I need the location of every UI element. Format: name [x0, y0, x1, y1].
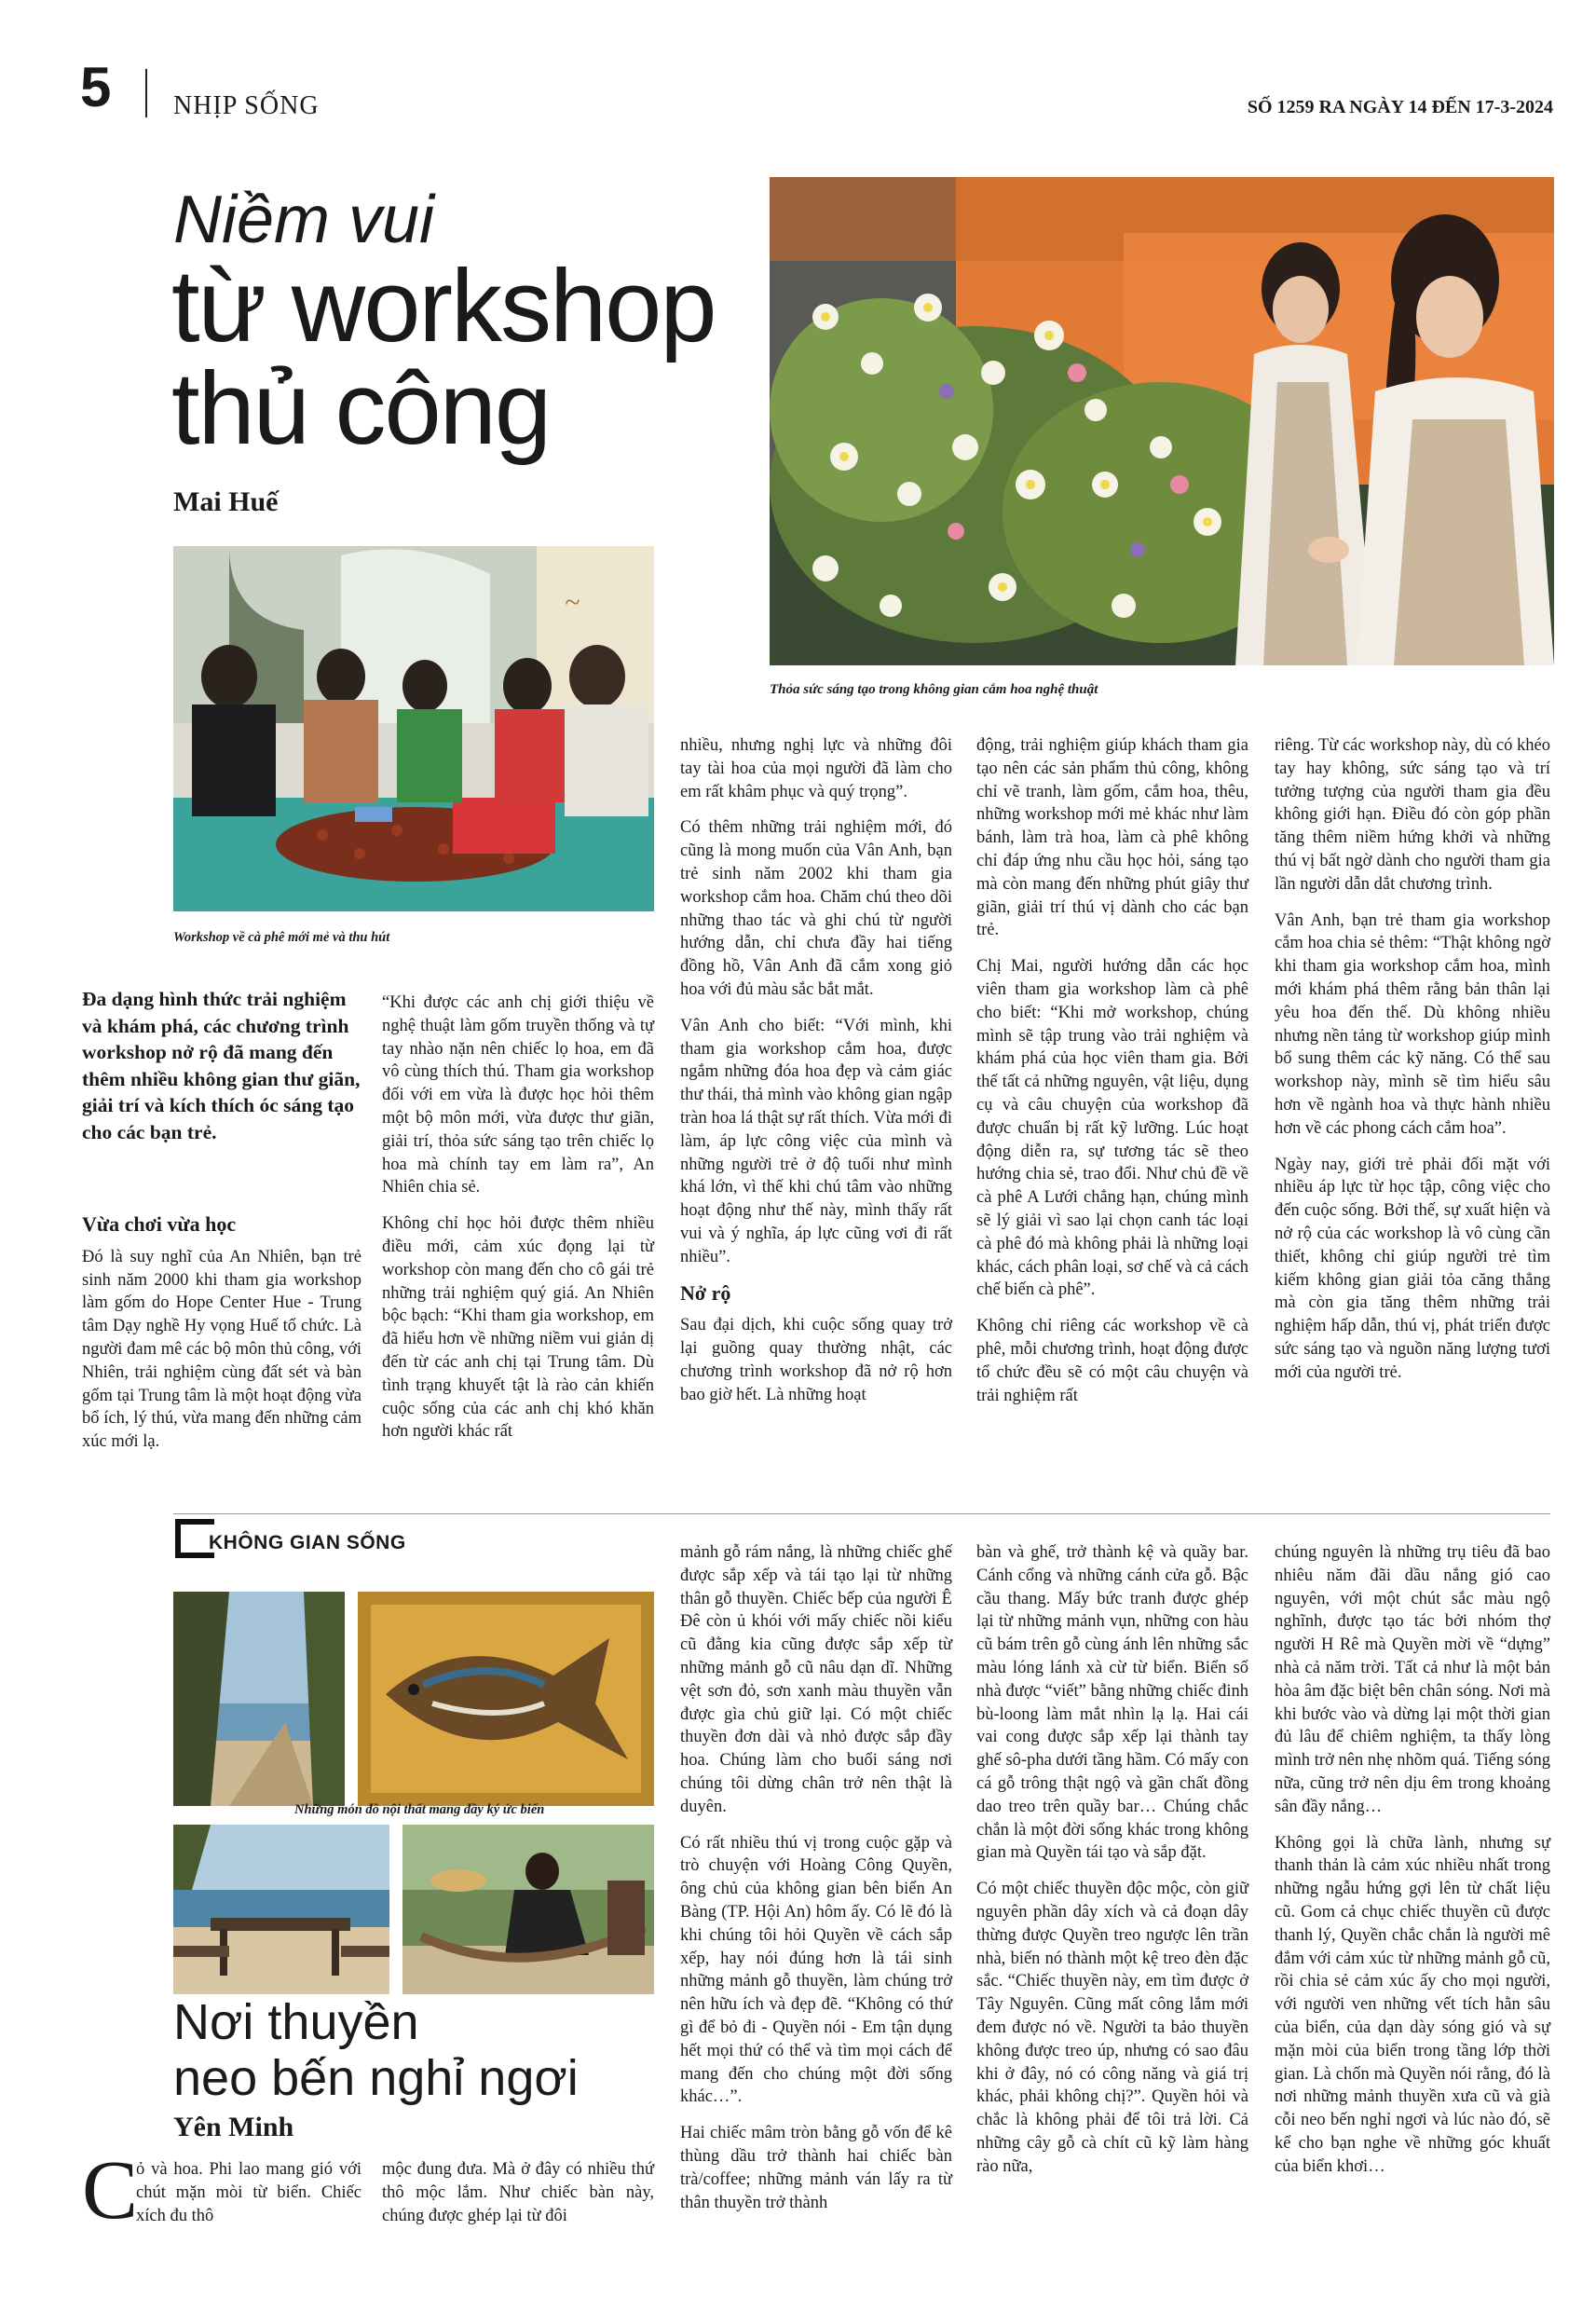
paragraph: Chị Mai, người hướng dẫn các học viên tham gia workshop làm cà phê cho biết: “Khi mở workshop, chúng mình sẽ tập trung vào trải nghiệm và khám phá của học viên tham gia. Bởi thế tất cả những nguyên, vật liệu, dụng cụ và câu chuyện của workshop đã được chuẩn bị rất kỹ lưỡng. Lúc hoạt động diễn ra, sự tương tác sẽ theo hướng chia sẻ, trao đổi. Như chủ đề về cà phê A Lưới chẳng hạn, chúng mình sẽ lý giải vì sao lại chọn canh tác loại cà phê đó mà không phải là những loại khác, cách phân loại, sơ chế và cả cách chế biến cà phê”.	[976, 957, 1248, 1300]
coffee-workshop-photo	[173, 546, 654, 911]
section-divider	[173, 1513, 1550, 1514]
article1-col5	[1275, 734, 1550, 1398]
paragraph: ỏ và hoa. Phi lao mang gió với chút mặn mòi từ biển. Chiếc xích đu thô	[136, 2160, 361, 2225]
header-divider	[145, 69, 147, 117]
paragraph: bàn và ghế, trở thành kệ và quầy bar. Cánh cổng và những cánh cửa gỗ. Bậc cầu thang. Mấy bức tranh được ghép lại từ những mảnh vụn, những con hàu cũ bám trên gỗ cùng ánh lên những sắc màu lóng lánh xà cừ từ biển. Biển số nhà được “viết” bằng những chiếc đinh bù-loong làm mắt nhìn lạ lạ. Hai cái vai cong được sắp xếp lại thành tay ghế sô-pha dưới tầng hầm. Có mấy con cá gỗ trông thật ngộ và gần chất đồng dao treo trên quầy bar… Chúng chắc chắn là một đời sống khác trong không gian mà Quyền tái tạo và sắp đặt.	[976, 1543, 1248, 1863]
article-title-line3: thủ công	[171, 351, 551, 466]
article2-col3	[680, 1541, 952, 2227]
article2-col1	[136, 2158, 361, 2240]
section-name: NHỊP SỐNG	[173, 91, 320, 120]
paragraph: Có một chiếc thuyền độc mộc, còn giữ nguyên phần dây xích và cả đoạn dây thừng được Quyền treo ngược lên trần nhà, biến nó thành một kệ treo đèn đặc sắc. “Chiếc thuyền này, em tìm được ở Tây Nguyên. Cũng mất công lắm mới đem được nó về. Người ta bảo thuyền không được treo úp, nhưng có sao đâu khi ở đây, nó có công năng và giá trị khác, phải không chị?”. Quyền hỏi và chắc là không phải để tôi trả lời. Cả những cây gỗ cà chít cũ kỹ làm hàng rào nữa,	[976, 1880, 1248, 2176]
paragraph: Sau đại dịch, khi cuộc sống quay trở lại guồng quay thường nhật, các chương trình workshop đã nở rộ hơn bao giờ hết. Là những hoạt	[680, 1316, 952, 1404]
paragraph: “Khi được các anh chị giới thiệu về nghệ thuật làm gốm truyền thống và tự tay nhào nặn nên chiếc lọ hoa, em đã vô cùng thích thú. Tham gia workshop đối với em vừa là được học hỏi thêm một bộ môn mới, vừa được thư giãn, giải trí, thỏa sức sáng tạo trên chiếc lọ hoa mà chính tay em làm ra”, An Nhiên chia sẻ.	[382, 993, 654, 1197]
paragraph: Đó là suy nghĩ của An Nhiên, bạn trẻ sinh năm 2000 khi tham gia workshop làm gốm do Hope Center Hue - Trung tâm Dạy nghề Hy vọng Huế tổ chức. Là người đam mê các bộ môn thủ công, với Nhiên, trải nghiệm cùng đất sét và bàn gốm tại Trung tâm là một hoạt động vừa bổ ích, lý thú, vừa mang đến những cảm xúc mới lạ.	[82, 1247, 361, 1452]
article1-col2	[382, 992, 654, 1457]
sea-table-photo	[173, 1825, 389, 1994]
svg-text:~: ~	[565, 587, 580, 618]
article-title-line1: Niềm vui	[173, 183, 435, 257]
paragraph: mộc đung đưa. Mà ở đây có nhiều thứ thô mộc lắm. Như chiếc bàn này, chúng được ghép lại từ đôi	[382, 2160, 654, 2225]
small-photo-caption: Workshop về cà phê mới mẻ và thu hút	[173, 930, 390, 945]
woman-hammock-photo	[402, 1825, 654, 1994]
beach-path-photo	[173, 1592, 345, 1806]
article2-col2	[382, 2158, 654, 2240]
paragraph: Hai chiếc mâm tròn bằng gỗ vốn để kê thùng dầu trở thành hai chiếc bàn trà/coffee; những mảnh ván lấy ra từ thân thuyền trở thành	[680, 2124, 952, 2212]
article1-col3	[680, 734, 952, 1420]
article-lead: Đa dạng hình thức trải nghiệm và khám phá, các chương trình workshop nở rộ đã mang đến thêm nhiều không gian thư giãn, giải trí và kích thích óc sáng tạo cho các bạn trẻ.	[82, 988, 361, 1143]
drop-cap: C	[82, 2144, 139, 2237]
article2-author: Yên Minh	[173, 2112, 294, 2142]
article2-photo-caption: Những món đồ nội thất mang đầy ký ức biển	[294, 1802, 545, 1817]
paragraph: Không chỉ học hỏi được thêm nhiều điều mới, cảm xúc đọng lại từ workshop còn mang đến cho cô gái trẻ những trải nghiệm quý giá. An Nhiên bộc bạch: “Khi tham gia workshop, em đã hiểu hơn về những niềm vui giản dị đến từ các anh chị tại Trung tâm. Dù tình trạng khuyết tật là rào cản khiến cuộc sống của các anh chị khó khăn hơn người khác rất	[382, 1214, 654, 1442]
paragraph: nhiều, nhưng nghị lực và những đôi tay tài hoa của mọi người đã làm cho em rất khâm phục và quý trọng”.	[680, 736, 952, 801]
article2-title-line2: neo bến nghỉ ngơi	[173, 2050, 579, 2106]
paragraph: riêng. Từ các workshop này, dù có khéo tay hay không, sức sáng tạo và trí tưởng tượng của người tham gia đều không giới hạn. Điều đó còn góp phần tăng thêm niềm hứng khởi và những thú vị bất ngờ dành cho người tham gia lần người dẫn dắt chương trình.	[1275, 736, 1550, 894]
paragraph: Có rất nhiều thú vị trong cuộc gặp và trò chuyện với Hoàng Công Quyền, ông chủ của không gian bên biển An Bàng (TP. Hội An) hôm ấy. Có lẽ đó là khi chúng tôi hỏi Quyền về cách sắp xếp, hay nói đúng hơn là tái sinh những mảnh gỗ thuyền, làm chúng trở nên hữu ích và đẹp đẽ. “Không có thứ gì để bỏ đi - Quyền nói - Em tận dụng hết mọi thứ có thể và tìm mọi cách để mang đến cho chúng một đời sống khác…”.	[680, 1833, 952, 2107]
page-number: 5	[80, 56, 112, 118]
main-photo-caption: Thỏa sức sáng tạo trong không gian cắm hoa nghệ thuật	[770, 682, 1098, 697]
article1-col4	[976, 734, 1248, 1420]
paragraph: chúng nguyên là những trụ tiêu đã bao nhiêu năm đãi dầu nắng gió cao nguyên, với một chút sắc màu ngộ nghĩnh, được tạo tác bởi nhóm thợ người H Rê mà Quyền mời về “dựng” nhà cả năm trời. Tất cả như là một bản hòa âm đặc biệt bên chân sóng. Nơi mà khi bước vào và dừng lại một thời gian đủ lâu để chiêm nghiệm, ta thấy lòng mình trở nên nhẹ nhõm quá. Tiếng sóng nữa, cũng trở nên dịu êm trong khoảng sân đầy nắng…	[1275, 1543, 1550, 1816]
article2-col4	[976, 1541, 1248, 2192]
wooden-fish-photo	[358, 1592, 654, 1806]
paragraph: Không gọi là chữa lành, nhưng sự thanh thản là cảm xúc nhiều nhất trong những ngẫu hứng gợi lên từ chất liệu cũ. Gom cả chục chiếc thuyền cũ được thanh lý, Quyền chắc chắn là người mê đắm với cảm xúc từ những mảnh gỗ cũ, rồi chia sẻ cảm xúc ấy cho mọi người, với người ven những vết tích hằn sâu của biển, của dạn dày sóng gió và sự mặn mòi của biển trong tầng lớp thời gian. Là chốn mà Quyền nói rằng, đó là nơi những mảnh thuyền xưa cũ và già cỗi neo bến nghỉ ngơi và lúc nào đó, sẽ kể cho bạn nghe về những góc khuất của biển khơi…	[1275, 1833, 1550, 2176]
issue-info: SỐ 1259 RA NGÀY 14 ĐẾN 17-3-2024	[1247, 97, 1553, 117]
paragraph: Vân Anh, bạn trẻ tham gia workshop cắm hoa chia sẻ thêm: “Thật không ngờ khi tham gia workshop cắm hoa, mình mới khám phá thêm rằng bản thân lại yêu hoa đến thế. Dù không nhiều nhưng nền tảng từ workshop giúp mình bổ sung thêm các kỹ năng. Có thể sau workshop này, mình sẽ tìm hiểu sâu hơn về ngành hoa và thực hành nhiều hơn về các phong cách cắm hoa”.	[1275, 910, 1550, 1138]
article-author: Mai Huế	[173, 486, 279, 517]
paragraph: mảnh gỗ rám nắng, là những chiếc ghế được sắp xếp và tái tạo lại từ những thân gỗ thuyền. Chiếc bếp của người Ê Đê còn ủ khói với mấy chiếc nồi kiểu cũ đằng kia cũng được sắp xếp từ những mảnh gỗ cũ nâu dạn dĩ. Những vệt sơn đỏ, sơn xanh màu thuyền vẫn được gìa chủ giữ lại. Có một chiếc thuyền đơn dài và nhỏ được sắp đầy hoa. Chúng làm cho buổi sáng nơi chúng tôi dừng chân trở nên thật là duyên.	[680, 1543, 952, 1816]
article2-title-line1: Nơi thuyền	[173, 1994, 419, 2050]
section-label: KHÔNG GIAN SỐNG	[209, 1532, 406, 1553]
paragraph: Vân Anh cho biết: “Với mình, khi tham gia workshop cắm hoa, được ngắm những đóa hoa đẹp và cảm giác thư thái, thả mình vào không gian ngập tràn hoa lá thật sự rất thích. Vừa mới đi làm, áp lực công việc của mình và những người trẻ ở độ tuổi như mình khá lớn, vì thế khi chú tâm vào những hoạt động như thế này, mình thấy rất vui và ý nghĩa, áp lực cũng vơi đi rất nhiều”.	[680, 1016, 952, 1266]
paragraph: động, trải nghiệm giúp khách tham gia tạo nên các sản phẩm thủ công, không chỉ vẽ tranh, làm gốm, cắm hoa, thêu, những workshop mới mẻ khác như làm bánh, làm trà hoa, làm cà phê không chỉ đáp ứng nhu cầu học hỏi, sáng tạo mà còn mang đến những phút giây thư giãn, giải trí thú vị dành cho các bạn trẻ.	[976, 736, 1248, 940]
article2-col5	[1275, 1541, 1550, 2192]
flower-workshop-photo	[770, 177, 1554, 665]
paragraph: Có thêm những trải nghiệm mới, đó cũng là mong muốn của Vân Anh, bạn trẻ sinh năm 2002 khi tham gia workshop cắm hoa. Chăm chú theo dõi những thao tác và ghi chú từ người hướng dẫn, chỉ chưa đầy hai tiếng đồng hồ, Vân Anh đã cắm xong giỏ hoa với đủ màu sắc bắt mắt.	[680, 818, 952, 999]
subhead-no-ro: Nở rộ	[680, 1280, 731, 1305]
article1-col1	[82, 1208, 361, 1467]
subhead-vua-choi-vua-hoc: Vừa chơi vừa học	[82, 1212, 237, 1236]
article-title-line2: từ workshop	[171, 249, 716, 363]
paragraph: Không chỉ riêng các workshop về cà phê, mỗi chương trình, hoạt động được tổ chức đều sẽ có một câu chuyện và trải nghiệm rất	[976, 1317, 1248, 1405]
paragraph: Ngày nay, giới trẻ phải đối mặt với nhiều áp lực từ học tập, công việc cho đến cuộc sống. Bởi thế, sự xuất hiện và nở rộ của các workshop là vô cùng cần thiết, không chỉ giúp người trẻ tìm kiếm không gian giải tỏa căng thẳng mà còn gia tăng thêm những trải nghiệm hấp dẫn, thú vị, phát triển được sức sáng tạo và nguồn năng lượng tươi mới của người trẻ.	[1275, 1155, 1550, 1382]
